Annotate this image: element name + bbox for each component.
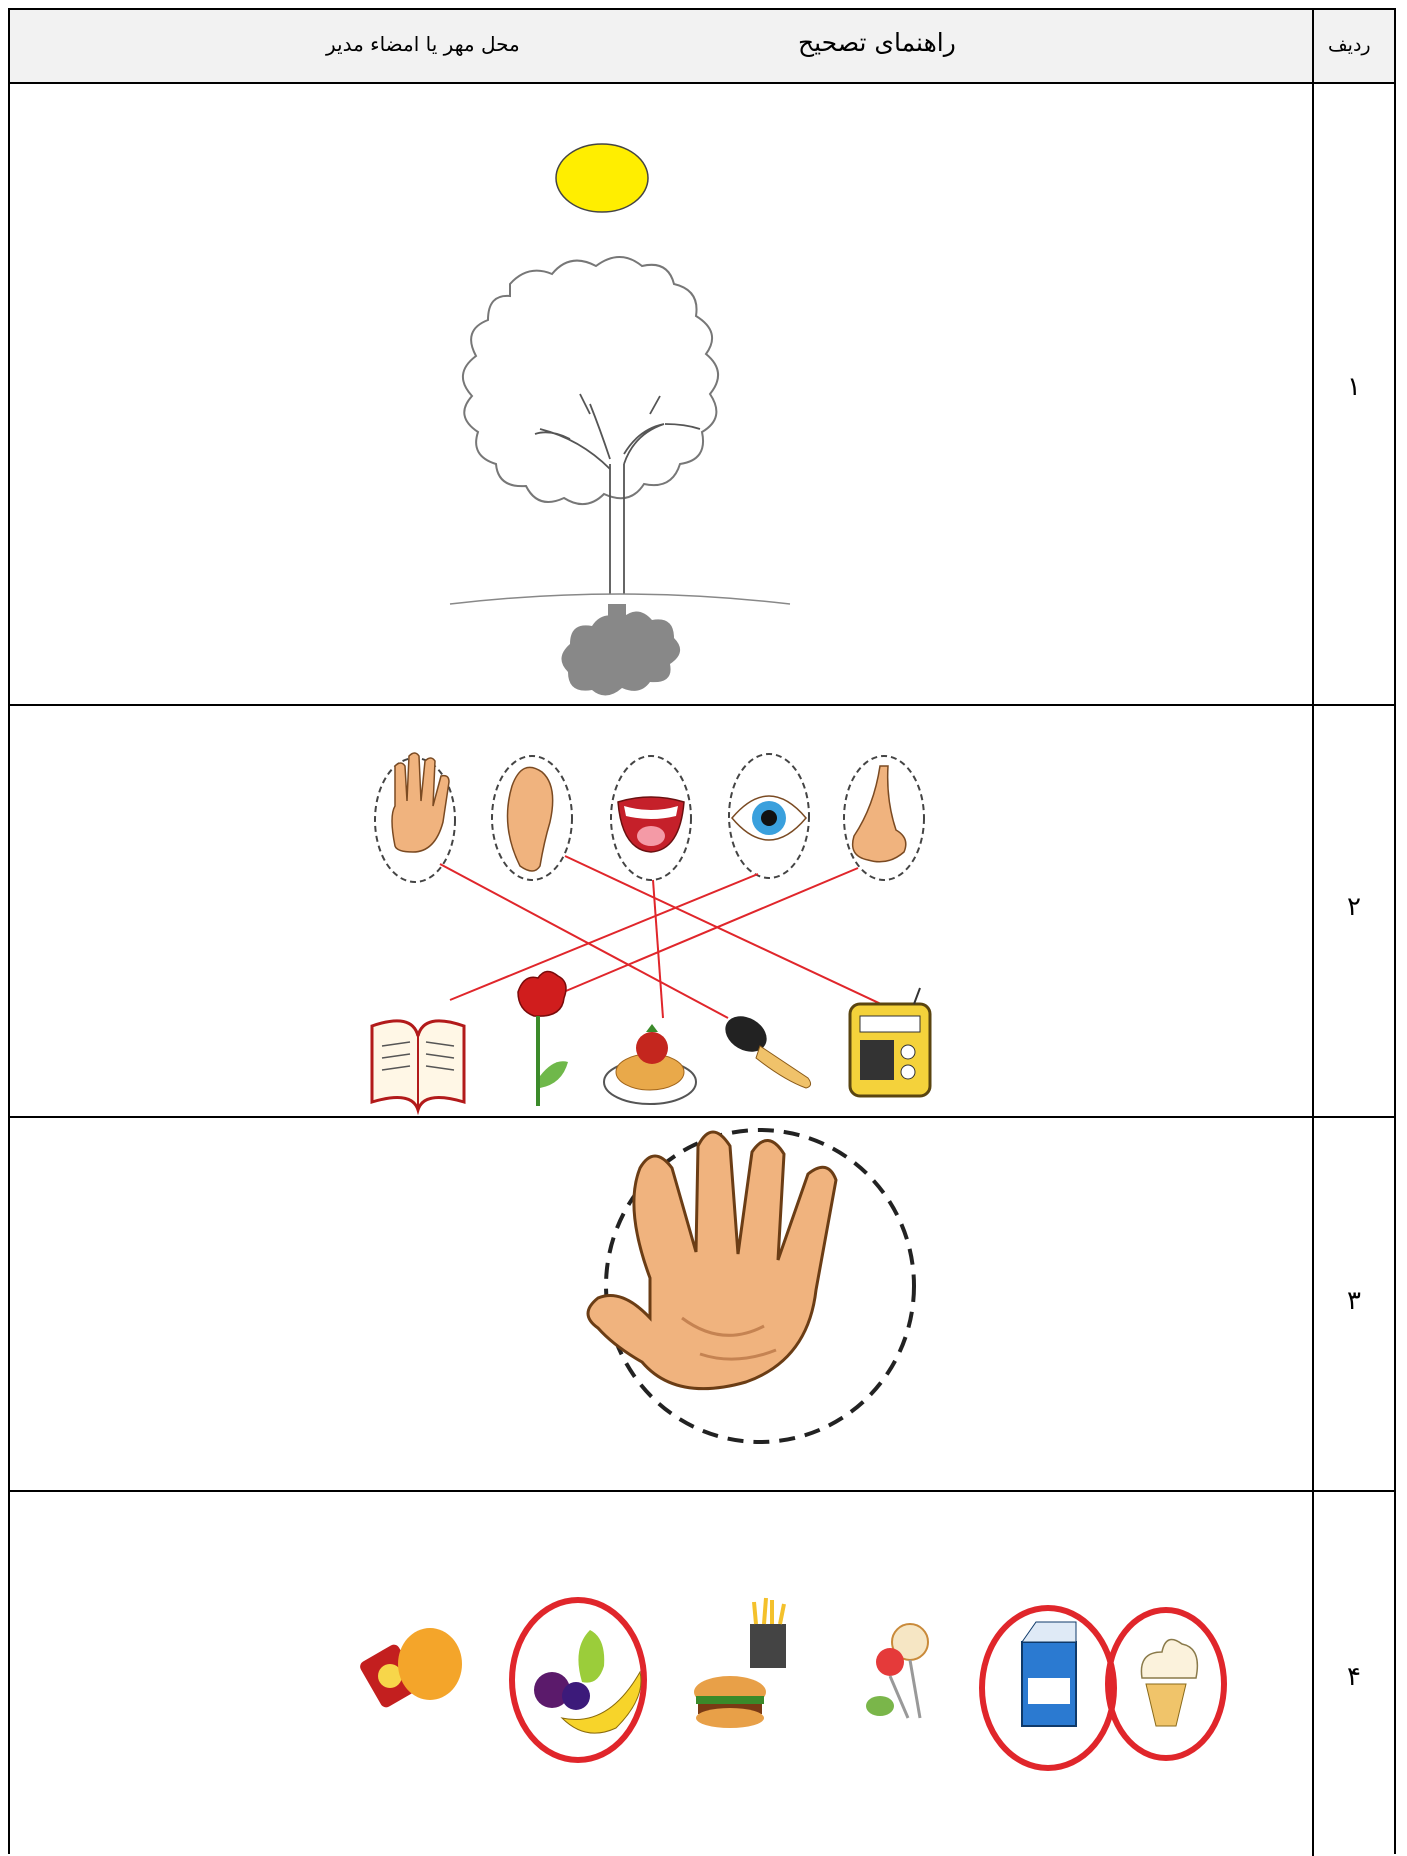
hand-icon [588, 1132, 836, 1389]
row-number: ۲ [1347, 892, 1361, 922]
hairbrush-icon [719, 1009, 811, 1088]
header-guide-label: راهنمای تصحیح [798, 28, 956, 57]
match-lines [440, 856, 898, 1018]
header-row-label: ردیف [1328, 34, 1371, 56]
column-divider [1312, 10, 1314, 1856]
tree-diagram [10, 84, 1310, 704]
ground-line [450, 594, 790, 604]
eye-icon [729, 754, 809, 878]
root-icon [561, 604, 680, 696]
tree-icon [463, 257, 718, 504]
milk-carton-icon [982, 1608, 1114, 1768]
row-number: ۱ [1347, 372, 1361, 402]
table-row [10, 1118, 1394, 1492]
matching-exercise [10, 706, 1310, 1116]
table-header [10, 10, 1394, 84]
hand-diagram [10, 1118, 1310, 1490]
sun-icon [556, 144, 648, 212]
row-number: ۴ [1347, 1662, 1361, 1692]
chips-icon [358, 1628, 462, 1710]
burger-fries-icon [694, 1598, 786, 1728]
header-stamp-label: محل مهر یا امضاء مدیر [326, 32, 520, 56]
ear-icon [492, 756, 572, 880]
lollipop-icon [866, 1624, 928, 1718]
spaghetti-icon [604, 1024, 696, 1104]
mouth-icon [611, 756, 691, 880]
table-row [10, 1492, 1394, 1856]
nose-icon [844, 756, 924, 880]
table-row [10, 84, 1394, 706]
hand-icon [375, 753, 455, 882]
table-row [10, 706, 1394, 1118]
row-number: ۳ [1347, 1286, 1361, 1316]
fruits-icon [512, 1600, 644, 1760]
healthy-food-exercise [10, 1492, 1310, 1856]
circle-highlight [512, 1600, 644, 1760]
radio-icon [850, 988, 930, 1096]
answer-key-table [8, 8, 1396, 1854]
rose-icon [518, 971, 568, 1106]
ice-cream-icon [1108, 1610, 1224, 1758]
book-icon [372, 1021, 464, 1110]
